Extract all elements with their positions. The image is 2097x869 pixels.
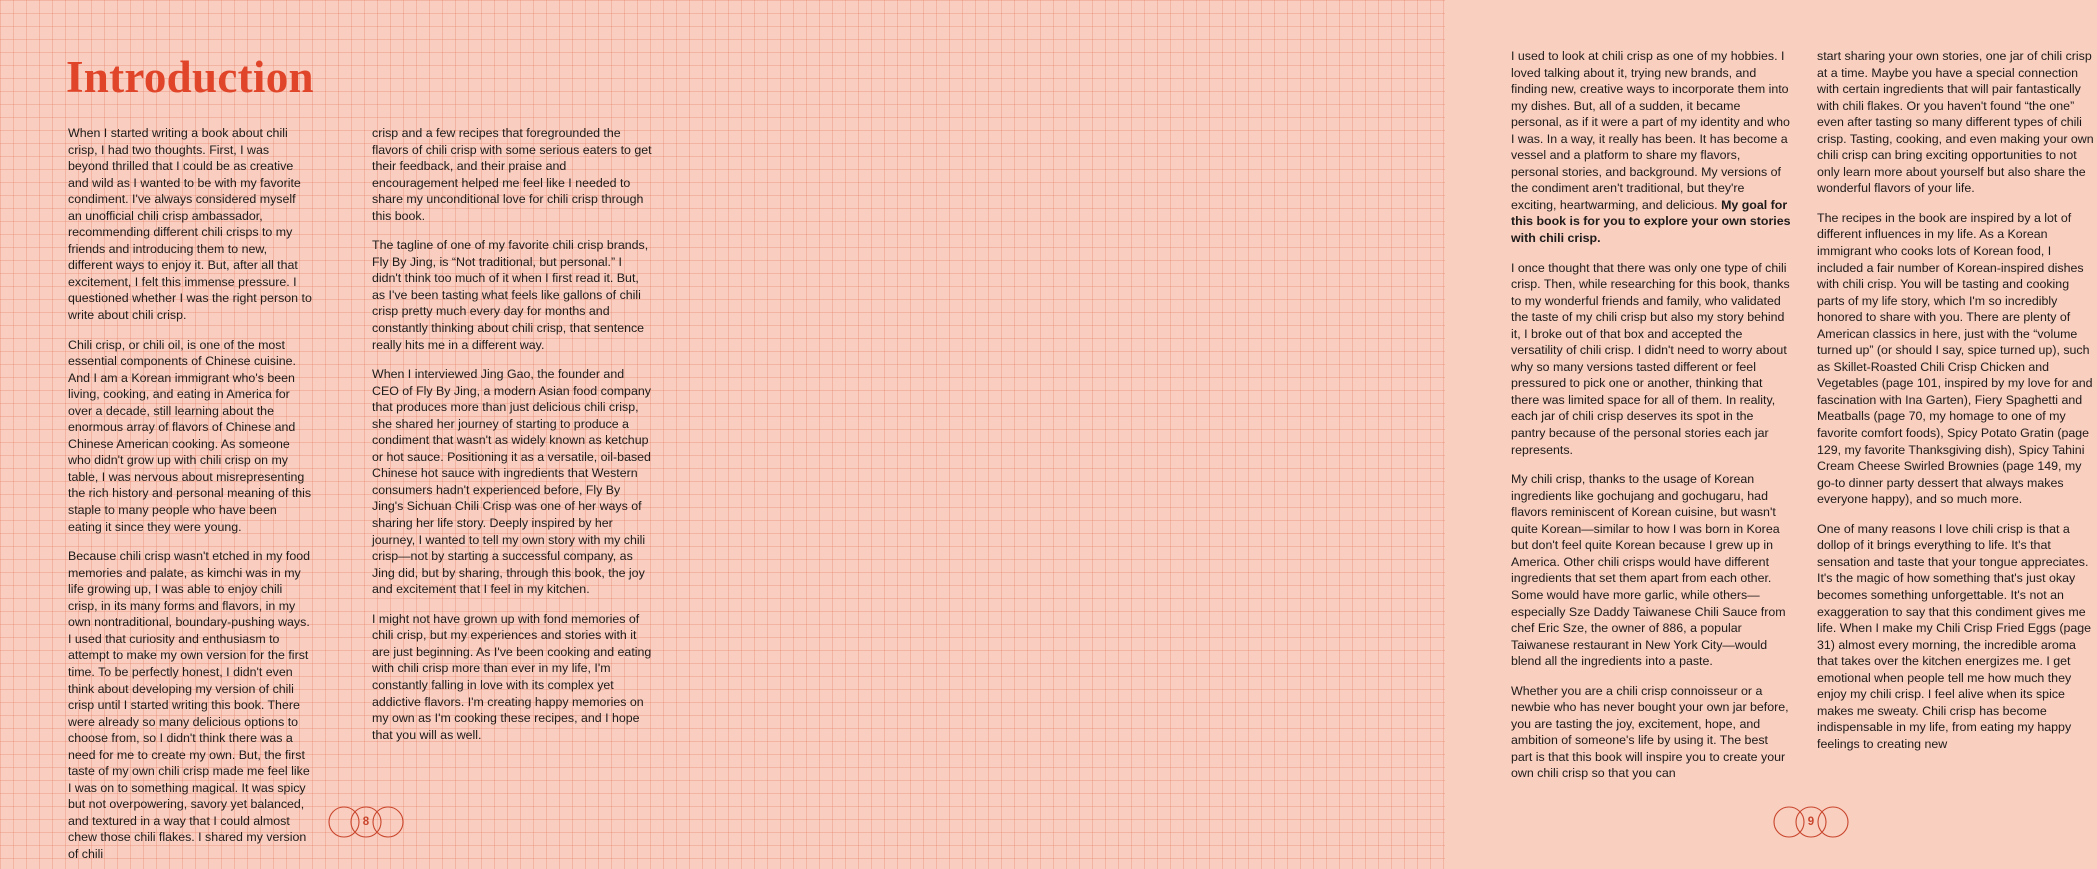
text-column-4 xyxy=(1817,48,2097,752)
paragraph: One of many reasons I love chili crisp is that a dollop of it brings everything to life. It's that sensation and taste that your tongue appreciates. It's the magic of how something that's just okay becomes something unforgettable. It's not an exaggeration to say that this condiment gives me life. When I make my Chili Crisp Fried Eggs (page 31) almost every morning, the incredible aroma that takes over the kitchen energizes me. I get emotional when people tell me how much they enjoy my chili crisp. I feel alive when its spice makes me sweaty. Chili crisp has become indispensable in my life, from eating my happy feelings to creating new xyxy=(1817,521,2092,751)
paragraph: Whether you are a chili crisp connoisseur or a newbie who has never bought your own jar before, you are tasting the joy, excitement, hope, and ambition of someone's life by using it. The best part is that this book will inspire you to create your own chili crisp so that you can xyxy=(1511,683,1789,781)
paragraph: start sharing your own stories, one jar of chili crisp at a time. Maybe you have a special connection with certain ingredients that will pair fantastically with chili flakes. Or you haven't found “the one” even after tasting so many different types of chili crisp. Tasting, cooking, and even making your own chili crisp can bring exciting opportunities to not only learn more about yourself but also share the wonderful flavors of your life. xyxy=(1817,49,2094,196)
paragraph: The tagline of one of my favorite chili crisp brands, Fly By Jing, is “Not traditional, but personal.” I didn't think too much of it when I first read it. But, as I've been tasting what feels like gallons of chili crisp pretty much every day for months and constantly thinking about chili crisp, that sentence really hits me in a different way. xyxy=(372,238,649,352)
text-column-1 xyxy=(68,125,312,863)
paragraph-text: I used to look at chili crisp as one of my hobbies. I loved talking about it, trying new brands, and finding new, creative ways to incorporate them into my dishes. But, all of a sudden, it became personal, as if it were a part of my identity and who I was. In a way, it really has been. It has become a vessel and a platform to share my flavors, personal stories, and background. My versions of the condiment aren't traditional, but they're exciting, heartwarming, and delicious. xyxy=(1511,49,1790,212)
paragraph: Chili crisp, or chili oil, is one of the most essential components of Chinese cuisine. And I am a Korean immigrant who's been living, cooking, and eating in America for over a decade, still learning about the enormous array of flavors of Chinese and Chinese American cooking. As someone who didn't grow up with chili crisp on my table, I was nervous about misrepresenting the rich history and personal meaning of this staple to many people who have been eating it since they were young. xyxy=(68,337,312,534)
paragraph: When I interviewed Jing Gao, the founder and CEO of Fly By Jing, a modern Asian food company that produces more than just delicious chili crisp, she shared her journey of starting to produce a condiment that wasn't as widely known as ketchup or hot sauce. Positioning it as a versatile, oil-based Chinese hot sauce with ingredients that Western consumers hadn't experienced before, Fly By Jing's Sichuan Chili Crisp was one of her ways of sharing her life story. Deeply inspired by her journey, I wanted to tell my own story with my chili crisp—not by starting a successful company, as Jing did, but by sharing, through this book, the joy and excitement that I feel in my kitchen. xyxy=(372,367,651,597)
page-number: 8 xyxy=(362,816,370,828)
paragraph: Because chili crisp wasn't etched in my food memories and palate, as kimchi was in my life growing up, I was able to enjoy chili crisp, in its many forms and flavors, in my own nontraditional, boundary-pushing ways. I used that curiosity and enthusiasm to attempt to make my own version for the first time. To be perfectly honest, I didn't even think about developing my version of chili crisp until I started writing this book. There were already so many delicious options to choose from, so I didn't think there was a need for me to create my own. But, the first taste of my own chili crisp made me feel like I was on to something magical. It was spicy but not overpowering, savory yet balanced, and textured in a way that I could almost chew those chili flakes. I shared my version of chili xyxy=(68,549,311,861)
page-number: 9 xyxy=(1807,816,1815,828)
paragraph: My chili crisp, thanks to the usage of Korean ingredients like gochujang and gochugaru, had flavors reminiscent of Korean cuisine, but wasn't quite Korean—similar to how I was born in Korea but don't feel quite Korean because I grew up in America. Other chili crisps would have different ingredients that set them apart from each other. Some would have more garlic, while others—especially Sze Daddy Taiwanese Chili Sauce from chef Eric Sze, the owner of 886, a popular Taiwanese restaurant in New York City—would blend all the ingredients into a paste. xyxy=(1511,472,1786,669)
paragraph: When I started writing a book about chili crisp, I had two thoughts. First, I was beyond thrilled that I could be as creative and wild as I wanted to be with my favorite condiment. I've always considered myself an unofficial chili crisp ambassador, recommending different chili crisps to my friends and introducing them to new, different ways to enjoy it. But, after all that excitement, I felt this immense pressure. I questioned whether I was the right person to write about chili crisp. xyxy=(68,126,312,323)
text-column-2 xyxy=(372,125,653,743)
page-title: Introduction xyxy=(66,52,314,102)
text-column-3 xyxy=(1511,48,1791,782)
paragraph xyxy=(1511,48,1791,247)
paragraph: crisp and a few recipes that foregrounded the flavors of chili crisp with some serious eaters to get their feedback, and their praise and encouragement helped me feel like I needed to share my unconditional love for chili crisp through this book. xyxy=(372,126,652,223)
page-left xyxy=(0,0,722,869)
paragraph-emphasis: My goal for this book is for you to explore your own stories with chili crisp. xyxy=(1511,197,1791,246)
paragraph: I might not have grown up with fond memories of chili crisp, but my experiences and stories with it are just beginning. As I've been cooking and eating with chili crisp more than ever in my life, I'm constantly falling in love with its complex yet addictive flavors. I'm creating happy memories on my own as I'm cooking these recipes, and I hope that you will as well. xyxy=(372,611,652,742)
page-right xyxy=(722,0,2094,869)
paragraph: The recipes in the book are inspired by a lot of different influences in my life. As a Korean immigrant who cooks lots of Korean food, I included a fair number of Korean-inspired dishes with chili crisp. You will be tasting and cooking parts of my life story, which I'm so incredibly honored to share with you. There are plenty of American classics in here, just with the “volume turned up” (or should I say, spice turned up), such as Skillet-Roasted Chili Crisp Chicken and Vegetables (page 101, inspired by my love for and fascination with Ina Garten), Fiery Spaghetti and Meatballs (page 70, my homage to one of my favorite comfort foods), Spicy Potato Gratin (page 129, my favorite Thanksgiving dish), Spicy Tahini Cream Cheese Swirled Brownies (page 149, my go-to dinner party dessert that always makes everyone happy), and so much more. xyxy=(1817,210,2093,507)
paragraph: I once thought that there was only one type of chili crisp. Then, while researching for this book, thanks to my wonderful friends and family, who validated the taste of my chili crisp but also my story behind it, I broke out of that box and accepted the versatility of chili crisp. I didn't need to worry about why so many versions tasted different or feel pressured to pick one or another, thinking that there was limited space for all of them. In reality, each jar of chili crisp deserves its spot in the pantry because of the personal stories each jar represents. xyxy=(1511,260,1790,457)
folio-left xyxy=(316,805,416,839)
folio-right xyxy=(1761,805,1861,839)
